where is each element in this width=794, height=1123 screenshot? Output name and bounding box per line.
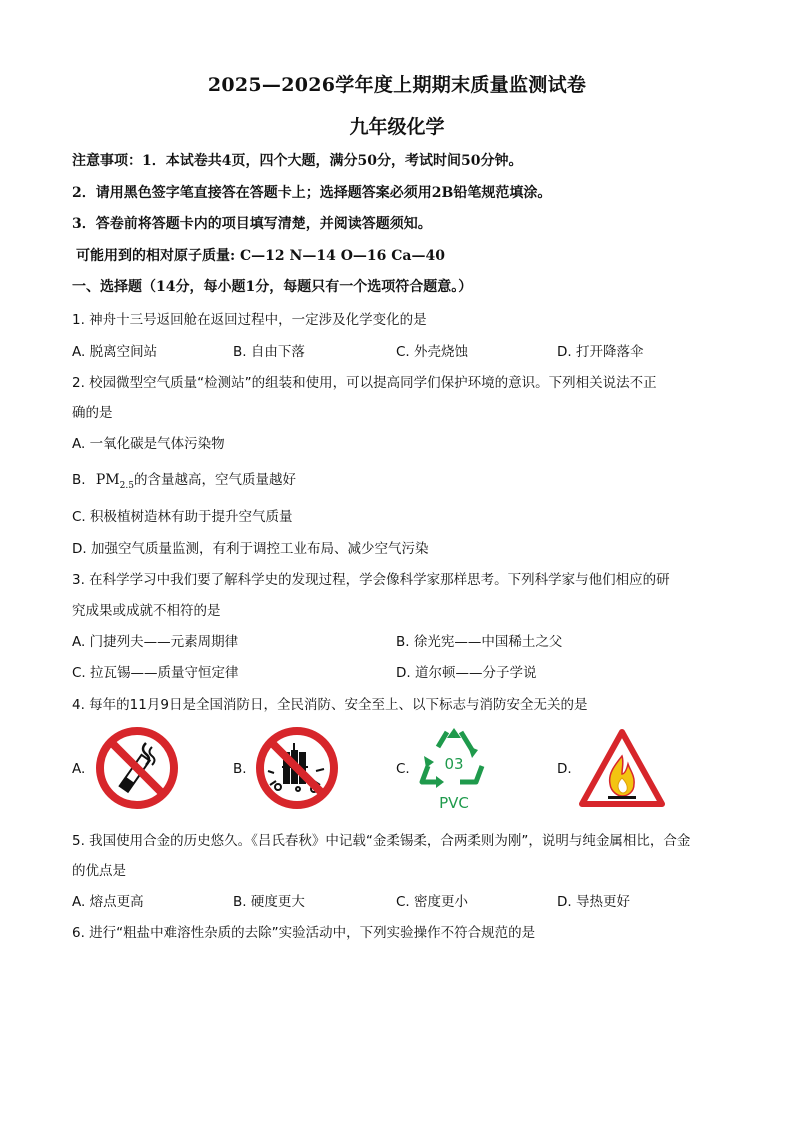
question-5-option-b: B. 硬度更大: [233, 894, 305, 910]
question-5-option-a: A. 熔点更高: [72, 894, 144, 910]
recycle-code-text: 03: [444, 755, 464, 773]
question-4-option-d: D.: [557, 761, 572, 777]
question-5-stem-line2: 的优点是: [72, 863, 126, 879]
question-1-option-c: C. 外壳烧蚀: [396, 344, 469, 360]
question-2-stem-line1: 2. 校园微型空气质量“检测站”的组装和使用，可以提高同学们保护环境的意识。下列相关说法不正: [72, 375, 657, 391]
question-5-option-c: C. 密度更小: [396, 894, 469, 910]
question-4-option-a: A.: [72, 761, 86, 777]
section-heading-choice: 一、选择题（14分，每小题1分，每题只有一个选项符合题意。）: [72, 279, 473, 295]
question-2-option-d: D. 加强空气质量监测，有利于调控工业布局、减少空气污染: [72, 541, 429, 557]
exam-subject: 九年级化学: [349, 116, 445, 138]
question-2-option-c: C. 积极植树造林有助于提升空气质量: [72, 509, 293, 525]
question-4-stem: 4. 每年的11月9日是全国消防日，全民消防、安全至上、以下标志与消防安全无关的是: [72, 697, 588, 713]
note-3: 3．答卷前将答题卡内的项目填写清楚，并阅读答题须知。: [72, 216, 432, 232]
question-2-option-b-letter: B.: [72, 472, 86, 488]
question-3-option-a: A. 门捷列夫——元素周期律: [72, 634, 239, 650]
question-5-option-d: D. 导热更好: [557, 894, 630, 910]
question-2-stem-line2: 确的是: [72, 405, 113, 421]
question-3-stem-line2: 究成果或成就不相符的是: [72, 603, 221, 619]
question-2-option-b: [72, 468, 296, 491]
exam-title: 2025—2026学年度上期期末质量监测试卷: [207, 74, 587, 96]
question-1-stem: 1. 神舟十三号返回舱在返回过程中，一定涉及化学变化的是: [72, 312, 427, 328]
question-2-option-a: A. 一氧化碳是气体污染物: [72, 436, 225, 452]
atomic-mass-note: 可能用到的相对原子质量: C—12 N—14 O—16 Ca—40: [76, 248, 445, 264]
no-smoking-icon: [94, 725, 180, 811]
note-2: 2．请用黑色签字笔直接答在答题卡上；选择题答案必须用2B铅笔规范填涂。: [72, 185, 552, 201]
question-3-stem-line1: 3. 在科学学习中我们要了解科学史的发现过程，学会像科学家那样思考。下列科学家与他们相应的研: [72, 572, 670, 588]
question-1-option-d: D. 打开降落伞: [557, 344, 644, 360]
flammable-warning-icon: [578, 728, 666, 808]
question-4-option-b: B.: [233, 761, 247, 777]
pm-subscript: 2.5: [119, 480, 134, 491]
note-1: 注意事项：1．本试卷共4页，四个大题，满分50分，考试时间50分钟。: [72, 153, 523, 169]
question-3-option-c: C. 拉瓦锡——质量守恒定律: [72, 665, 239, 681]
question-5-stem-line1: 5. 我国使用合金的历史悠久。《吕氏春秋》中记载“金柔锡柔，合两柔则为刚”，说明与纯金属相比，合金: [72, 833, 691, 849]
question-6-stem: 6. 进行“粗盐中难溶性杂质的去除”实验活动中，下列实验操作不符合规范的是: [72, 925, 536, 941]
pvc-recycle-icon: [414, 724, 494, 816]
pm25-formula: [95, 472, 134, 491]
no-fireworks-icon: [254, 725, 340, 811]
pm-symbol: PM: [95, 472, 120, 488]
question-4-option-c: C.: [396, 761, 410, 777]
question-3-option-d: D. 道尔顿——分子学说: [396, 665, 537, 681]
question-1-option-b: B. 自由下落: [233, 344, 305, 360]
question-1-option-a: A. 脱离空间站: [72, 344, 158, 360]
recycle-material-text: PVC: [439, 794, 469, 812]
question-3-option-b: B. 徐光宪——中国稀土之父: [396, 634, 563, 650]
question-2-option-b-text: 的含量越高，空气质量越好: [133, 472, 296, 488]
